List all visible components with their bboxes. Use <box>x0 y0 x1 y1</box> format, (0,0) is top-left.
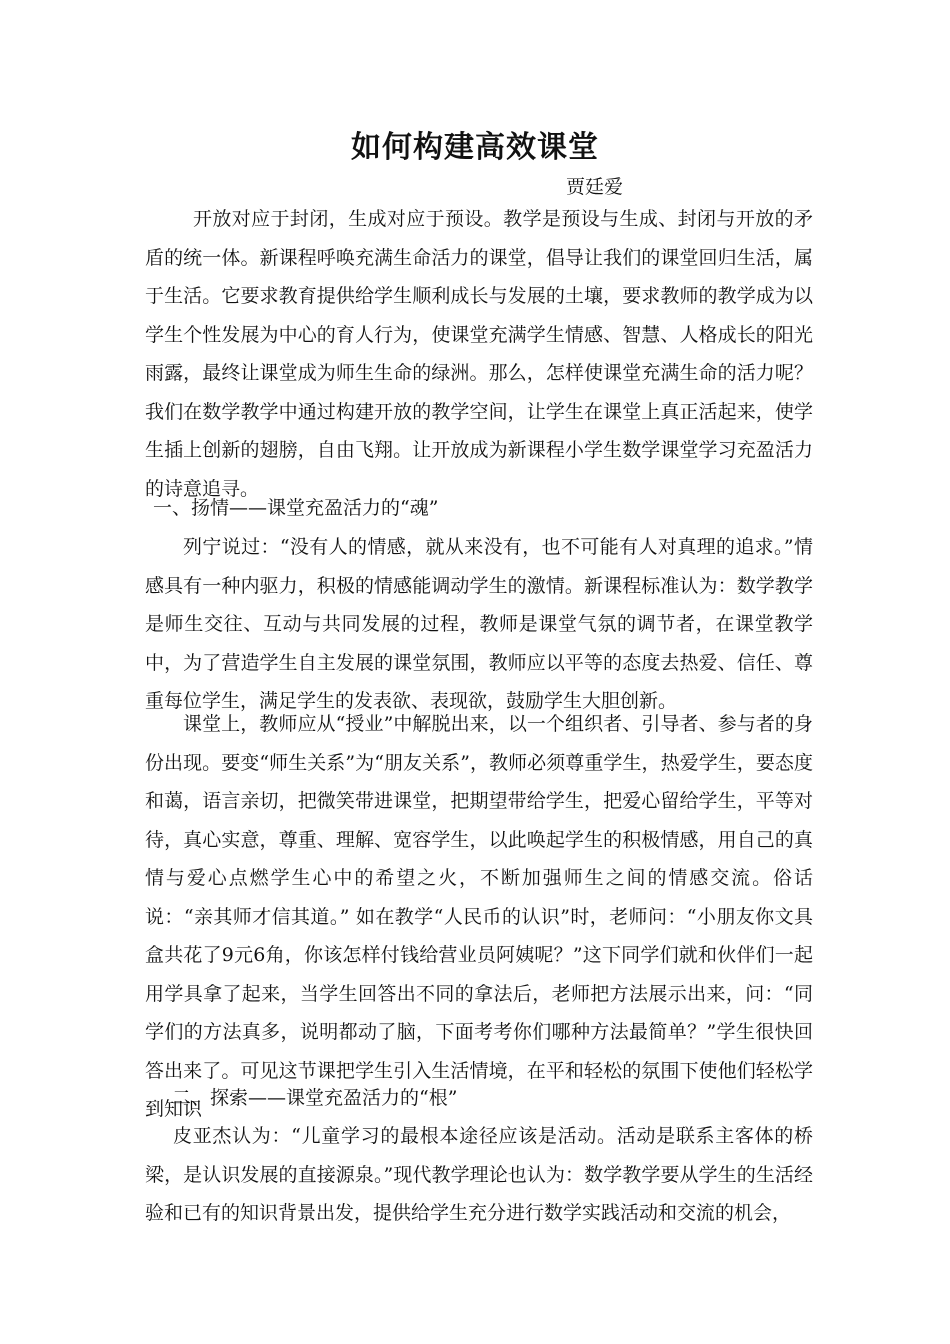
paragraph-intro: 开放对应于封闭，生成对应于预设。教学是预设与生成、封闭与开放的矛盾的统一体。新课程呼唤充满生命活力的课堂，倡导让我们的课堂回归生活，属于生活。它要求教育提供给学生顺利成长与发展的土壤，要求教师的教学成为以学生个性发展为中心的育人行为，使课堂充满学生情感、智慧、人格成长的阳光雨露，最终让课堂成为师生生命的绿洲。那么，怎样使课堂充满生命的活力呢？我们在数学教学中通过构建开放的教学空间，让学生在课堂上真正活起来，使学生插上创新的翅膀，自由飞翔。让开放成为新课程小学生数学课堂学习充盈活力的诗意追寻。 <box>145 208 813 500</box>
paragraph-section-1b: 课堂上，教师应从“授业”中解脱出来，以一个组织者、引导者、参与者的身份出现。要变“师生关系”为“朋友关系”，教师必须尊重学生，热爱学生，要态度和蔼，语言亲切，把微笑带进课堂，把期望带给学生，把爱心留给学生，平等对待，真心实意，尊重、理解、宽容学生，以此唤起学生的积极情感，用自己的真情与爱心点燃学生心中的希望之火，不断加强师生之间的情感交流。俗话说：“亲其师才信其道。” 如在教学“人民币的认识”时，老师问：“小朋友你文具盒共花了9元6角，你该怎样付钱给营业员阿姨呢？”这下同学们就和伙伴们一起用学具拿了起来，当学生回答出不同的拿法后，老师把方法展示出来，问：“同学们的方法真多，说明都动了脑，下面考考你们哪种方法最简单？”学生很快回答出来了。可见这节课把学生引入生活情境，在平和轻松的氛围下使他们轻松学到知识 <box>145 713 813 1120</box>
document-title: 如何构建高效课堂 <box>351 130 599 165</box>
section-heading-1: 一、扬情——课堂充盈活力的“魂” <box>153 497 439 519</box>
section-heading-2: 二、探索——课堂充盈活力的“根” <box>172 1087 458 1109</box>
paragraph-section-1a: 列宁说过：“没有人的情感，就从来没有，也不可能有人对真理的追求。”情感具有一种内驱力，积极的情感能调动学生的激情。新课程标准认为：数学教学是师生交往、互动与共同发展的过程，教师是课堂气氛的调节者，在课堂教学中，为了营造学生自主发展的课堂氛围，教师应以平等的态度去热爱、信任、尊重每位学生，满足学生的发表欲、表现欲，鼓励学生大胆创新。 <box>145 536 813 712</box>
document-author: 贾廷爱 <box>566 176 624 198</box>
paragraph-section-2: 皮亚杰认为：“儿童学习的最根本途径应该是活动。活动是联系主客体的桥梁，是认识发展的直接源泉。”现代教学理论也认为：数学教学要从学生的生活经验和已有的知识背景出发，提供给学生充分进行数学实践活动和交流的机会， <box>145 1125 813 1224</box>
